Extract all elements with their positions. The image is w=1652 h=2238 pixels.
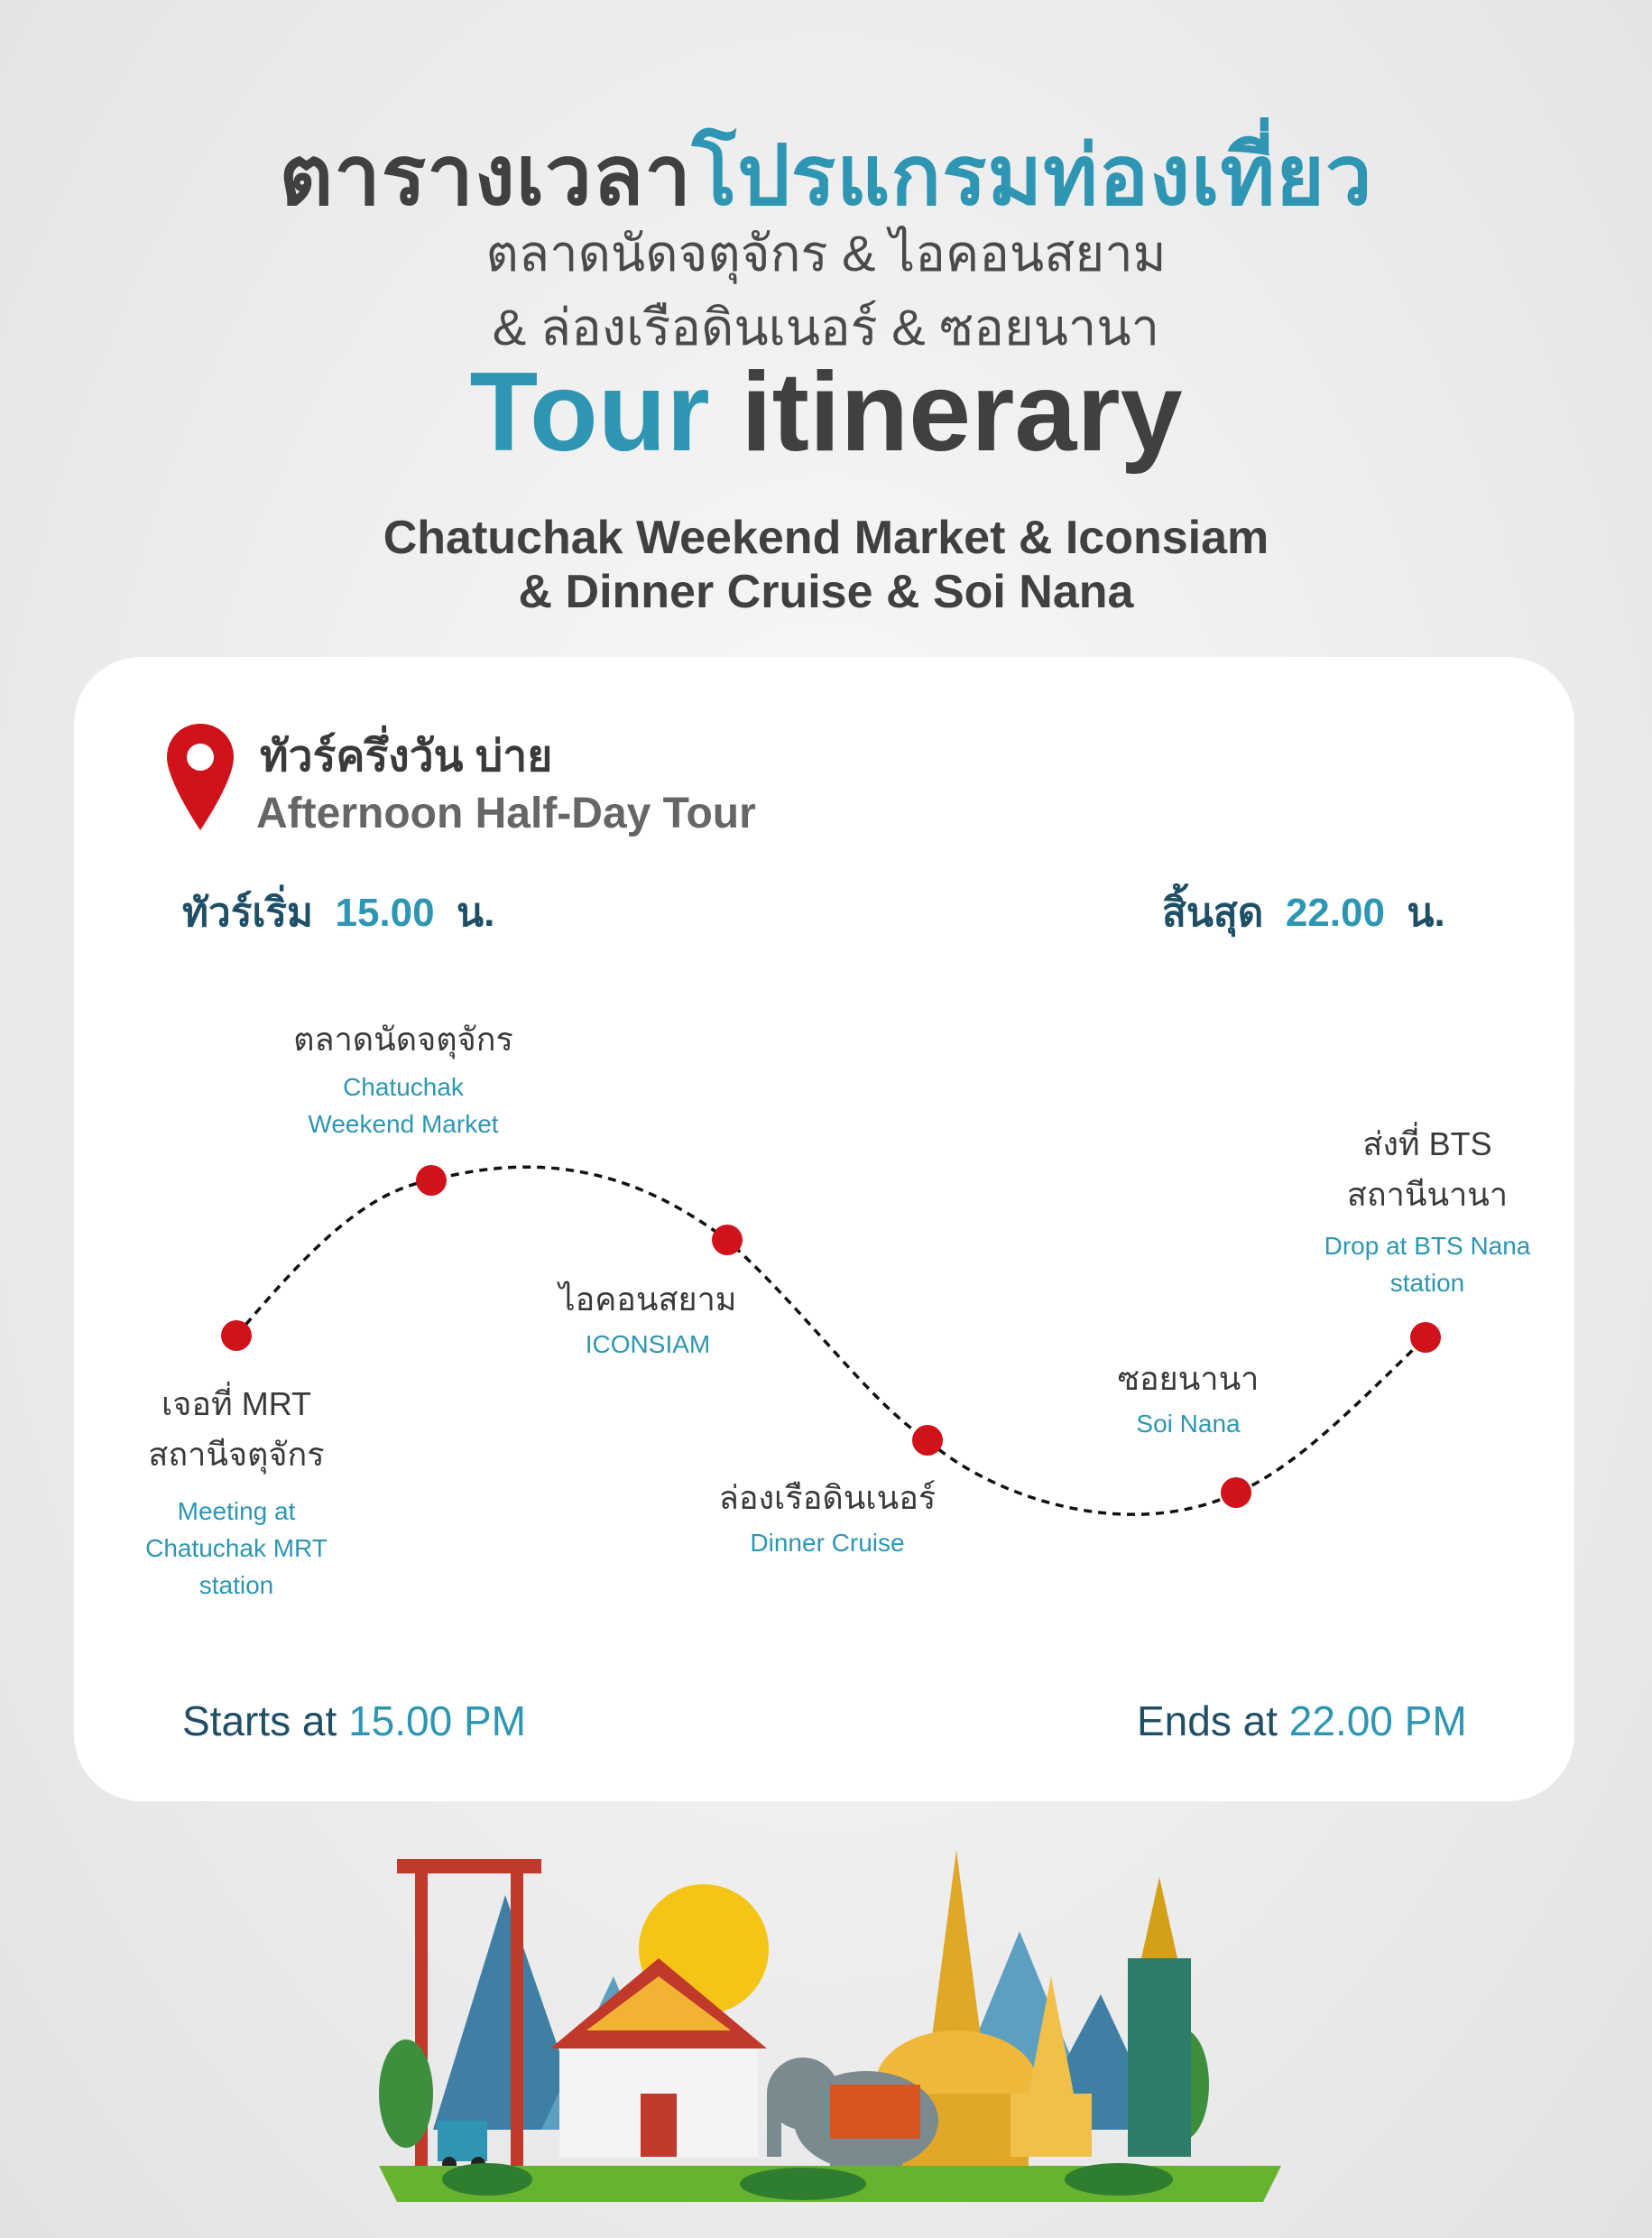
- footer-end: [1137, 1697, 1467, 1745]
- stop-1-en-line2: Chatuchak MRT: [145, 1534, 328, 1562]
- stop-4-th-line1: ล่องเรือดินเนอร์: [718, 1479, 937, 1516]
- footer-end-time: 22.00 PM: [1288, 1697, 1467, 1744]
- tuk-tuk-icon: [438, 2121, 487, 2161]
- stop-6-th-line1: ส่งที่ BTS: [1362, 1125, 1492, 1162]
- stop-1-th-line1: เจอที่ MRT: [161, 1385, 312, 1422]
- stop-6-en-line1: Drop at BTS Nana: [1324, 1232, 1531, 1260]
- subtitle-th-line1: ตลาดนัดจตุจักร & ไอคอนสยาม: [485, 225, 1167, 282]
- stop-2-en-line2: Weekend Market: [308, 1110, 499, 1138]
- stop-dot-2: [416, 1165, 447, 1196]
- start-label-th: ทัวร์เริ่ม: [182, 891, 314, 935]
- end-time-value: 22.00: [1285, 891, 1385, 935]
- stop-3-en-line1: ICONSIAM: [585, 1330, 711, 1358]
- end-label-th: สิ้นสุด: [1162, 891, 1264, 935]
- subtitle-th-line2: & ล่องเรือดินเนอร์ & ซอยนานา: [492, 299, 1160, 356]
- stop-dot-5: [1221, 1477, 1251, 1508]
- stop-3-th-line1: ไอคอนสยาม: [558, 1281, 737, 1318]
- title-th-part1: ตารางเวลา: [279, 130, 692, 222]
- footer-end-label: Ends at: [1137, 1697, 1278, 1744]
- stop-2-en-line1: Chatuchak: [343, 1073, 464, 1101]
- tour-name-th: ทัวร์ครึ่งวัน บ่าย: [260, 733, 553, 781]
- footer-start-time: 15.00 PM: [348, 1697, 526, 1744]
- footer-start-label: Starts at: [182, 1697, 337, 1744]
- start-unit-th: น.: [457, 891, 495, 935]
- title-en-part1: Tour: [469, 350, 710, 475]
- tour-name-en: Afternoon Half-Day Tour: [256, 790, 756, 837]
- stop-4-en-line1: Dinner Cruise: [750, 1529, 905, 1557]
- stop-1-en-line1: Meeting at: [177, 1497, 296, 1525]
- stop-1-en-line3: station: [198, 1571, 274, 1599]
- stop-5-en-line1: Soi Nana: [1136, 1410, 1241, 1438]
- stop-dot-6: [1410, 1322, 1441, 1353]
- end-unit-th: น.: [1407, 891, 1445, 935]
- title-en-part2: itinerary: [741, 350, 1183, 475]
- stop-6-th-line2: สถานีนานา: [1346, 1176, 1509, 1213]
- giant-guardian-icon: [1128, 1958, 1191, 2157]
- stop-1-th-line2: สถานีจตุจักร: [148, 1436, 325, 1473]
- stop-2-th-line1: ตลาดนัดจตุจักร: [293, 1021, 513, 1058]
- stop-6-en-line2: station: [1389, 1269, 1465, 1297]
- stop-dot-3: [712, 1225, 743, 1255]
- stop-5-th-line1: ซอยนานา: [1117, 1360, 1260, 1397]
- title-th-part2: โปรแกรมท่องเที่ยว: [691, 130, 1373, 222]
- stop-dot-1: [221, 1320, 252, 1351]
- stop-dot-4: [912, 1425, 943, 1456]
- thai-landmarks-illustration: [379, 1823, 1281, 2220]
- subtitle-en-line1: Chatuchak Weekend Market & Iconsiam: [383, 512, 1269, 564]
- footer-start: [182, 1697, 526, 1745]
- start-time-value: 15.00: [335, 891, 435, 935]
- subtitle-en-line2: & Dinner Cruise & Soi Nana: [518, 566, 1134, 618]
